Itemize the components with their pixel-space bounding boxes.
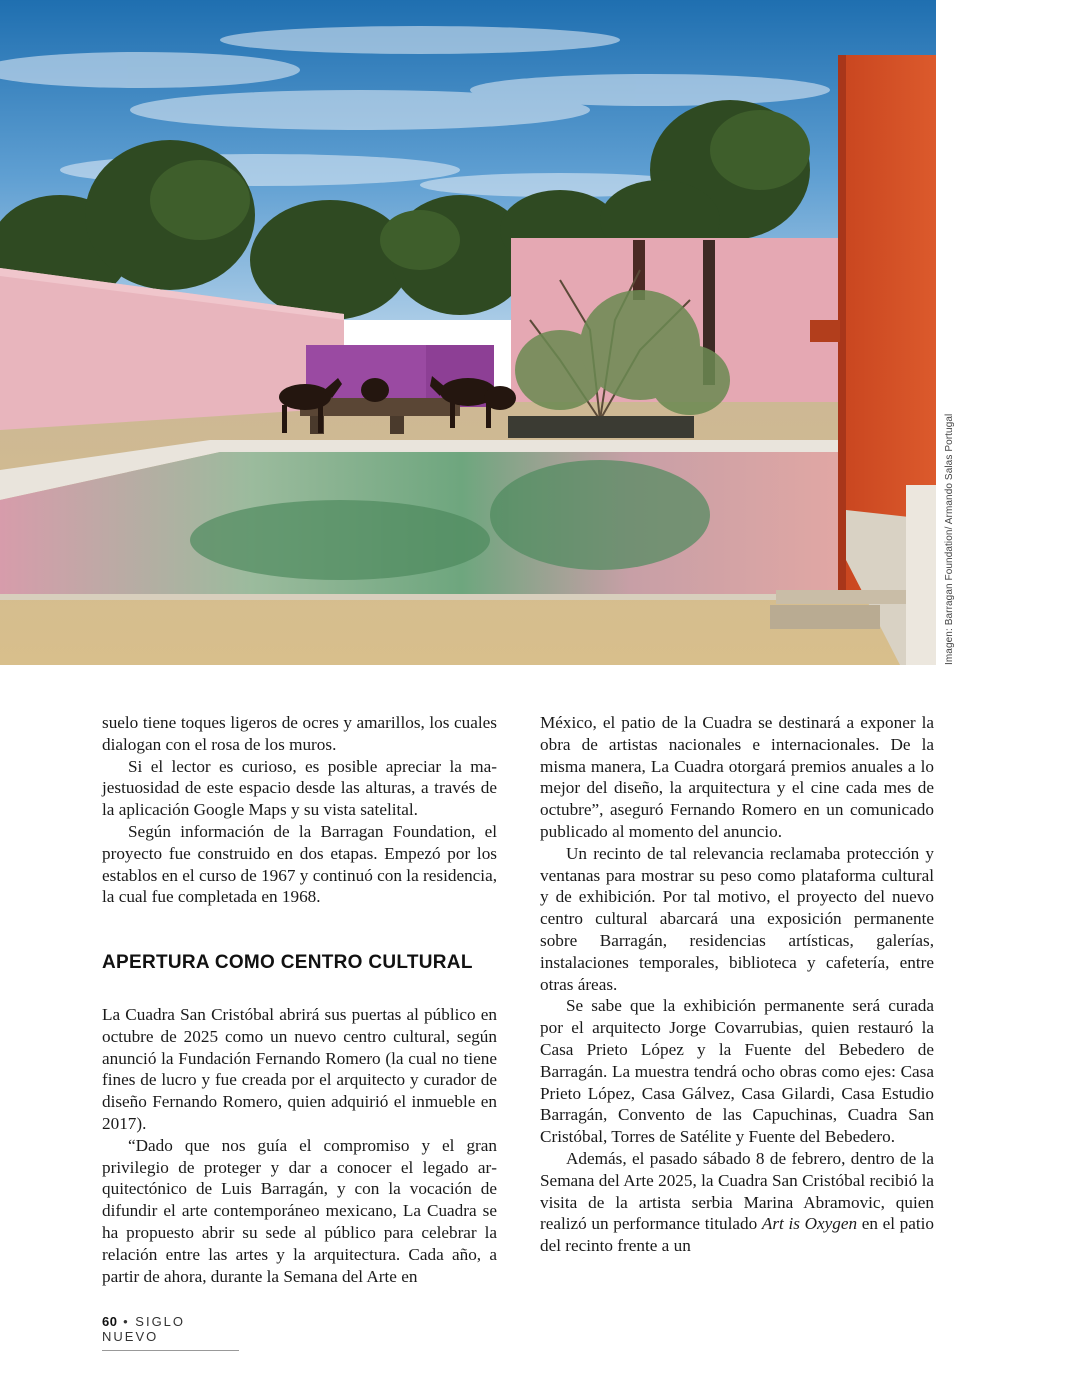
photo-credit: Imagen: Barragan Foundation/ Armando Salas Portugal	[944, 413, 955, 665]
page-footer	[102, 1314, 239, 1351]
paragraph: México, el patio de la Cuadra se destinará a exponer la obra de artistas nacionales e internacionales. De la misma manera, La Cuadra otorgará premios anuales a lo mejor del diseño, la arquitectura y el cine cada mes de octubre”, aseguró Fernando Romero en un comunicado publicado al momento del anuncio.	[540, 713, 934, 841]
paragraph: suelo tiene toques ligeros de ocres y amarillos, los cuales dialogan con el rosa de los muros.	[102, 713, 497, 754]
paragraph-text: en el patio del recinto frente a un	[540, 1214, 934, 1256]
article-column-right	[540, 712, 934, 1257]
paragraph: Según información de la Barragan Foundation, el proyecto fue construido en dos etapas. Empezó por los establos en el curso de 1967 y continuó con la residencia, la cual fue completada en 1968.	[102, 821, 497, 907]
paragraph: Se sabe que la exhibición permanente será curada por el arquitecto Jorge Covarrubias, quien restauró la Casa Prieto López y la Fuente del Bebedero de Barragán. La muestra tendrá ocho obras como ejes: Casa Prieto López, Casa Gálvez, Casa Gilardi, Casa Estudio Barragán, Convento de las Capuchinas, Cuadra San Cristóbal, Torres de Satélite y Fuente del Bebedero.	[540, 996, 934, 1147]
paragraph: Si el lector es curioso, es posible apreciar la majestuosidad de este espacio desde las alturas, a través de la aplicación Google Maps y su vista satelital.	[102, 756, 497, 820]
artwork-title: Art is Oxygen	[761, 1214, 858, 1234]
paragraph: Un recinto de tal relevancia reclamaba protección y ventanas para mostrar su peso como plataforma cultural y de exhibición. Por tal motivo, el proyecto del nuevo centro cultural abarcará una exposición permanente sobre Barragán, residencias artísticas, galerías, instalaciones temporales, biblioteca y cafetería, entre otras áreas.	[540, 843, 934, 994]
footer-separator: •	[123, 1314, 130, 1329]
hero-photo	[0, 0, 936, 665]
paragraph	[540, 1148, 934, 1257]
section-heading: APERTURA COMO CENTRO CULTURAL	[102, 952, 473, 974]
paragraph: “Dado que nos guía el compromiso y el gran privilegio de proteger y dar a conocer el legado arquitectónico de Luis Barragán, y con la vocación de difundir el arte contemporáneo mexicano, La Cuadra se ha propuesto abrir su sede al público para celebrar la relación entre las artes y la arquitectura. Cada año, a partir de ahora, durante la Semana del Arte en	[102, 1135, 497, 1286]
magazine-name: SIGLO NUEVO	[102, 1314, 186, 1344]
paragraph-text: Además, el pasado sábado 8 de febrero, dentro de la Semana del Arte 2025, la Cuadra San Cristóbal recibió la visita de la artista serbia Marina Abramovic, quien realizó un performance titulado	[540, 1148, 934, 1234]
cuadra-san-cristobal-photo	[0, 0, 936, 665]
paragraph: La Cuadra San Cristóbal abrirá sus puertas al público en octubre de 2025 como un nuevo centro cultural, según anunció la Fundación Fernando Romero (la cual no tiene fines de lucro y fue creada por el arquitecto y curador de diseño Fernando Romero, quien adquirió el inmueble en 2017).	[102, 1004, 497, 1133]
page-number: 60	[102, 1314, 118, 1329]
article-column-left	[102, 712, 497, 1287]
